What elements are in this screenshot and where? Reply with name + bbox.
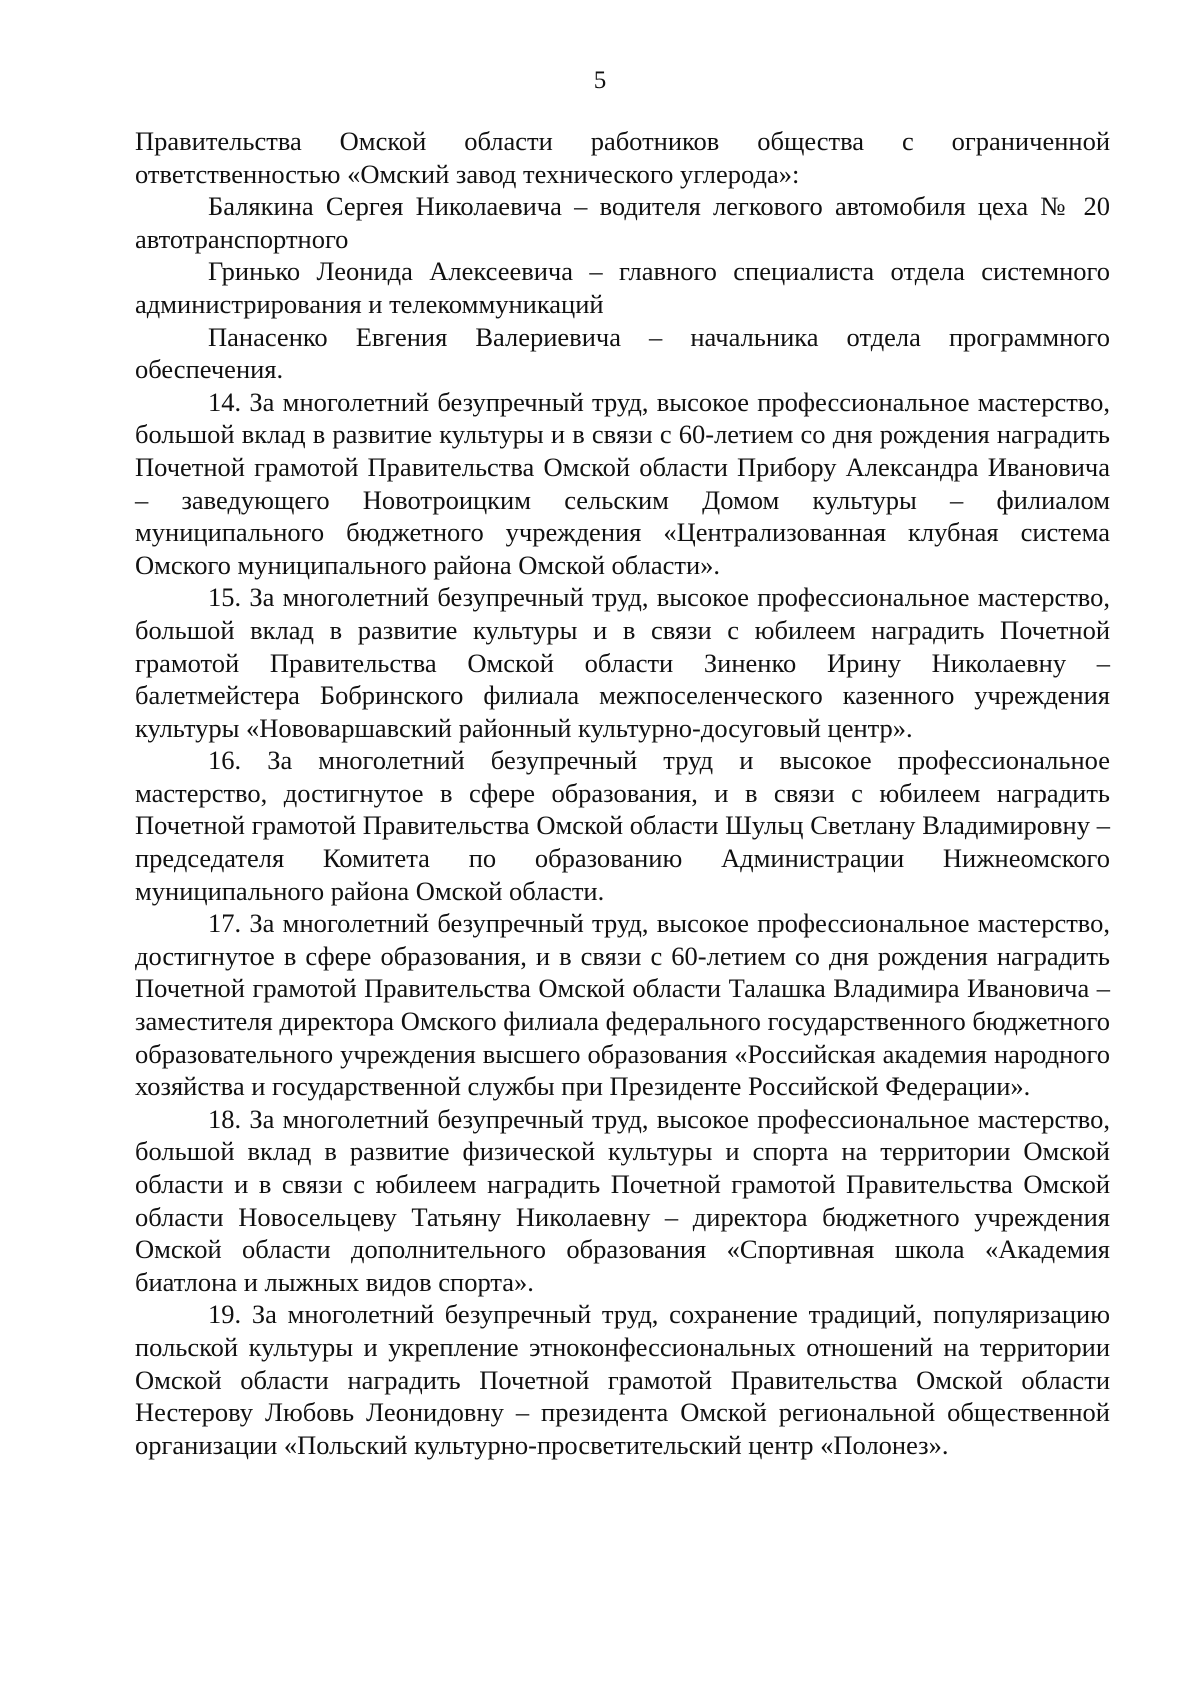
paragraph-item-14: 14. За многолетний безупречный труд, высокое профессиональное мастерство, большой вклад в развитие культуры и в связи с 60-летием со дня рождения наградить Почетной грамотой Правительства Омской области Прибору Александра Ивановича – заведующего Новотроицким сельским Домом культуры – филиалом муниципального бюджетного учреждения «Централизованная клубная система Омского муниципального района Омской области». [135,386,1110,580]
page-number: 5 [593,67,607,94]
paragraph-continuation: Правительства Омской области работников общества с ограниченной ответственностью «Омский завод технического углерода»: [135,126,1110,189]
paragraph-grinko: Гринько Леонида Алексеевича – главного специалиста отдела системного администрирования и телекоммуникаций [135,256,1110,319]
document-body [135,125,1110,1461]
paragraph-item-17: 17. За многолетний безупречный труд, высокое профессиональное мастерство, достигнутое в сфере образования, и в связи с 60-летием со дня рождения наградить Почетной грамотой Правительства Омской области Талашка Владимира Ивановича – заместителя директора Омского филиала федерального государственного бюджетного образовательного учреждения высшего образования «Российская академия народного хозяйства и государственной службы при Президенте Российской Федерации». [135,908,1110,1102]
paragraph-item-19: 19. За многолетний безупречный труд, сохранение традиций, популяризацию польской культуры и укрепление этноконфессиональных отношений на территории Омской области наградить Почетной грамотой Правительства Омской области Нестерову Любовь Леонидовну – президента Омской региональной общественной организации «Польский культурно-просветительский центр «Полонез». [135,1299,1110,1460]
paragraph-item-16: 16. За многолетний безупречный труд и высокое профессиональное мастерство, достигнутое в сфере образования, и в связи с юбилеем наградить Почетной грамотой Правительства Омской области Шульц Светлану Владимировну – председателя Комитета по образованию Администрации Нижнеомского муниципального района Омской области. [135,745,1110,906]
paragraph-item-15: 15. За многолетний безупречный труд, высокое профессиональное мастерство, большой вклад в развитие культуры и в связи с юбилеем наградить Почетной грамотой Правительства Омской области Зиненко Ирину Николаевну – балетмейстера Бобринского филиала межпоселенческого казенного учреждения культуры «Нововаршавский районный культурно-досуговый центр». [135,582,1110,743]
paragraph-balyakin: Балякина Сергея Николаевича – водителя легкового автомобиля цеха № 20 автотранспортного [135,191,1110,254]
paragraph-item-18: 18. За многолетний безупречный труд, высокое профессиональное мастерство, большой вклад в развитие физической культуры и спорта на территории Омской области и в связи с юбилеем наградить Почетной грамотой Правительства Омской области Новосельцеву Татьяну Николаевну – директора бюджетного учреждения Омской области дополнительного образования «Спортивная школа «Академия биатлона и лыжных видов спорта». [135,1103,1110,1297]
paragraph-panasenko: Панасенко Евгения Валериевича – начальника отдела программного обеспечения. [135,321,1110,385]
